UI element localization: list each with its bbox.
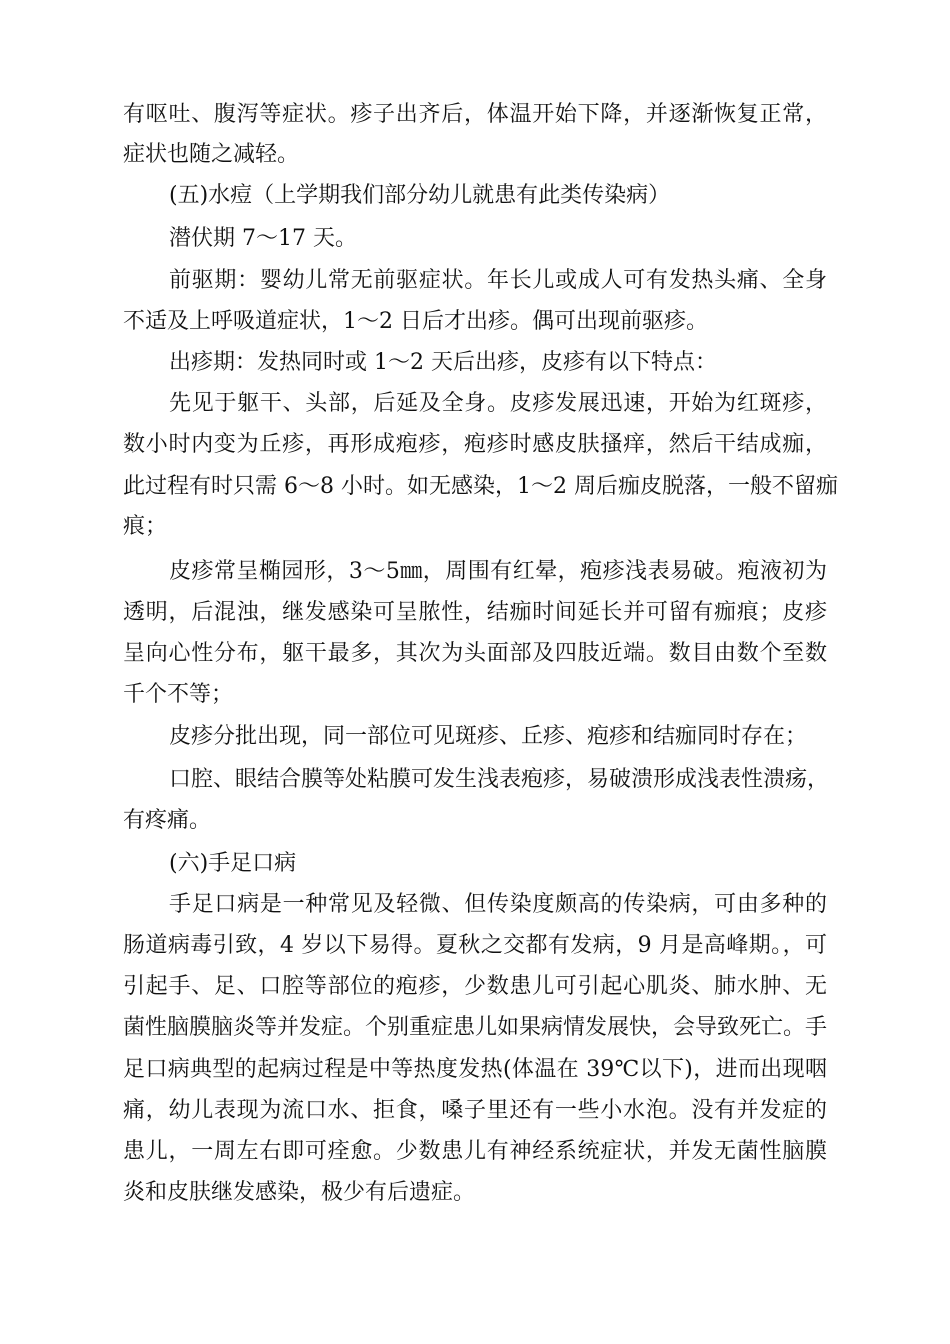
text-line: 肠道病毒引致，4 岁以下易得。夏秋之交都有发病，9 月是高峰期。，可 <box>123 933 827 958</box>
text-line: 痕； <box>123 514 168 539</box>
text-line: 呈向心性分布，躯干最多，其次为头面部及四肢近端。数目由数个至数 <box>123 641 827 666</box>
section-heading-varicella: (五)水痘（上学期我们部分幼儿就患有此类传染病） <box>169 183 671 208</box>
text-line: 皮疹分批出现，同一部位可见斑疹、丘疹、疱疹和结痂同时存在； <box>169 724 808 749</box>
text-line: 不适及上呼吸道症状，1～2 日后才出疹。偶可出现前驱疹。 <box>123 309 708 334</box>
text-line: 患儿，一周左右即可痊愈。少数患儿有神经系统症状，并发无菌性脑膜 <box>123 1139 827 1164</box>
text-line: 此过程有时只需 6～8 小时。如无感染，1～2 周后痂皮脱落，一般不留痂 <box>123 474 838 499</box>
text-line: 前驱期：婴幼儿常无前驱症状。年长儿或成人可有发热头痛、全身 <box>169 268 827 293</box>
text-line: 痛，幼儿表现为流口水、拒食，嗓子里还有一些小水泡。没有并发症的 <box>123 1098 827 1123</box>
text-line: 有疼痛。 <box>123 808 212 833</box>
text-line: 口腔、眼结合膜等处粘膜可发生浅表疱疹，易破溃形成浅表性溃疡， <box>169 767 830 792</box>
text-line: 菌性脑膜脑炎等并发症。个别重症患儿如果病情发展快，会导致死亡。手 <box>123 1015 828 1040</box>
text-line: 出疹期：发热同时或 1～2 天后出疹，皮疹有以下特点： <box>169 350 717 375</box>
text-line: 症状也随之减轻。 <box>123 142 300 167</box>
text-line: 手足口病是一种常见及轻微、但传染度颇高的传染病，可由多种的 <box>169 892 827 917</box>
text-line: 先见于躯干、头部，后延及全身。皮疹发展迅速，开始为红斑疹， <box>169 391 827 416</box>
text-line: 千个不等； <box>123 682 234 707</box>
text-line: 引起手、足、口腔等部位的疱疹，少数患儿可引起心肌炎、肺水肿、无 <box>123 974 827 999</box>
text-line: 潜伏期 7～17 天。 <box>169 226 357 251</box>
text-line: 皮疹常呈椭园形，3～5㎜，周围有红晕，疱疹浅表易破。疱液初为 <box>169 559 827 584</box>
text-line: 炎和皮肤继发感染，极少有后遗症。 <box>123 1180 476 1205</box>
text-line: 足口病典型的起病过程是中等热度发热(体温在 39℃以下)，进而出现咽 <box>123 1057 827 1082</box>
section-heading-hfmd: (六)手足口病 <box>169 851 297 876</box>
text-line: 有呕吐、腹泻等症状。疹子出齐后，体温开始下降，并逐渐恢复正常， <box>123 102 827 127</box>
text-line: 透明，后混浊，继发感染可呈脓性，结痂时间延长并可留有痂痕；皮疹 <box>123 600 827 625</box>
text-line: 数小时内变为丘疹，再形成疱疹，疱疹时感皮肤搔痒，然后干结成痂， <box>123 432 827 457</box>
